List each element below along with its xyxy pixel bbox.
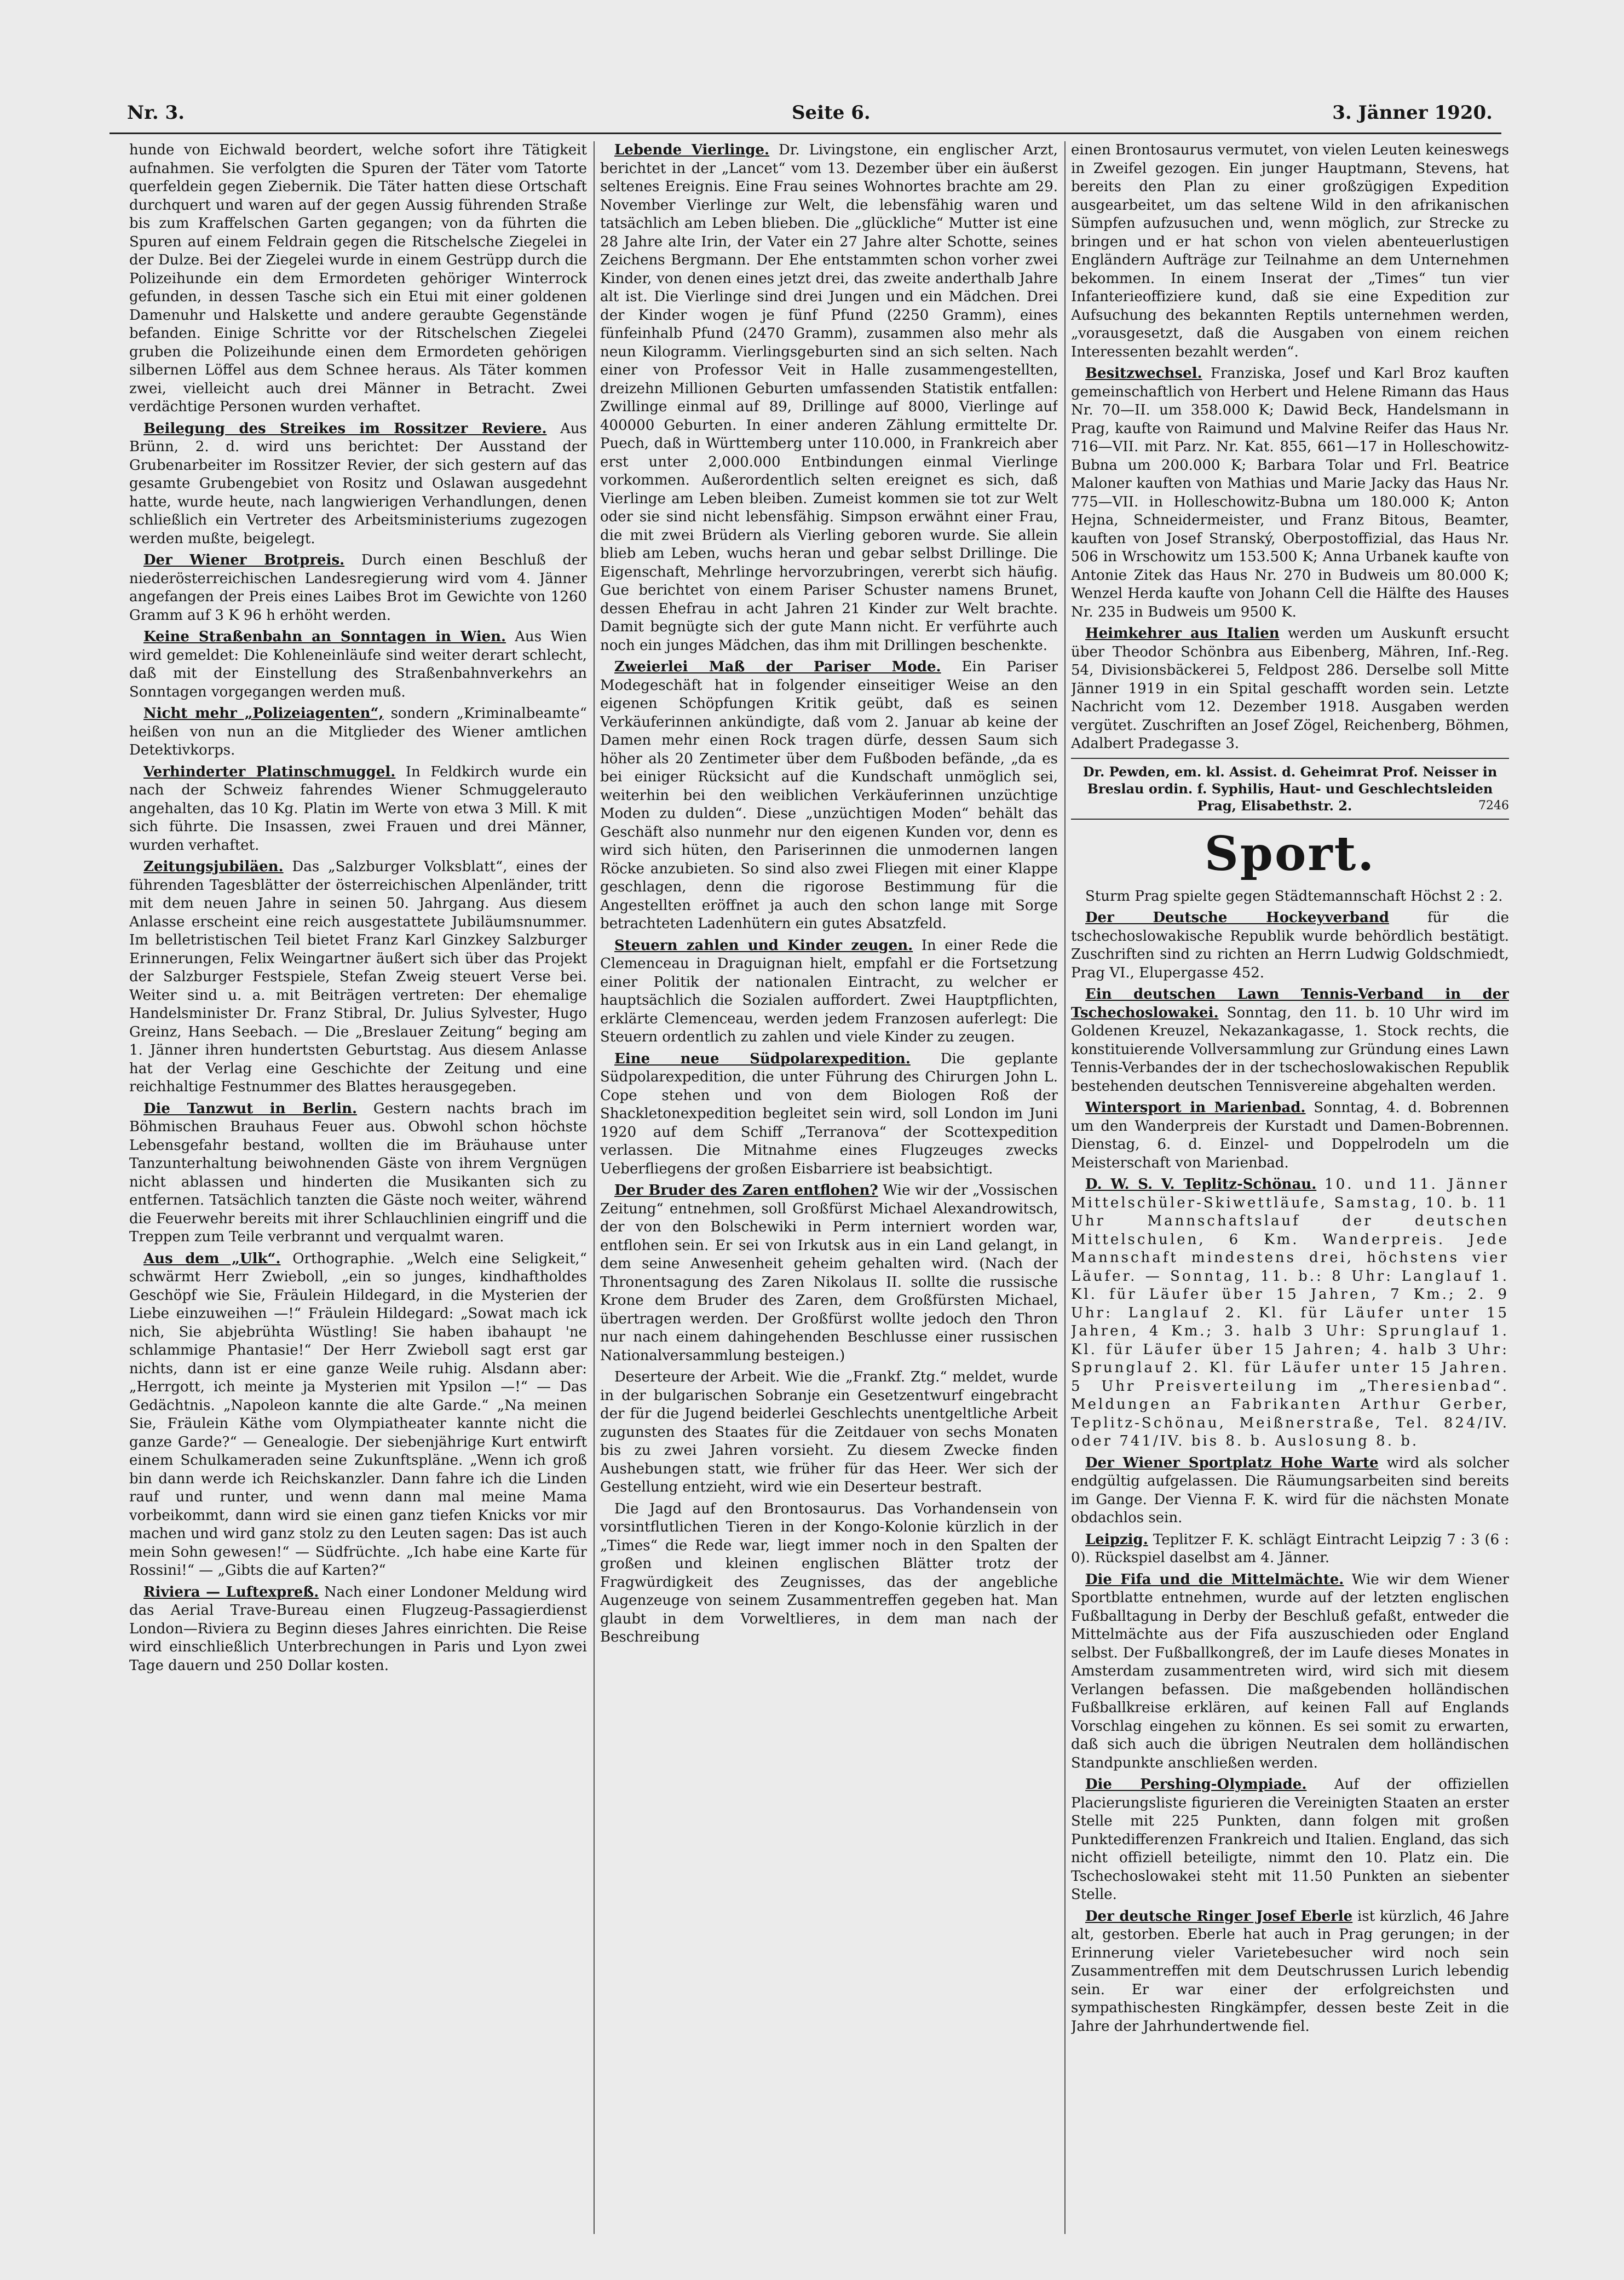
sport-leipzig bbox=[1071, 1531, 1509, 1568]
issue-number: Nr. 3. bbox=[127, 102, 185, 124]
sport-hockey bbox=[1071, 909, 1509, 982]
body-tennis: Sonntag, den 11. b. 10 Uhr wird im Goldenen Kreuzel, Nekazankagasse, 1. Stock rechts, die konstituierende Vollversammlung zur Gründung eines Lawn Tennis-Verbandes der in der tschechoslowakischen Republik bestehenden deutschen Tennisvereine abgehalten werden. bbox=[1071, 1004, 1509, 1095]
body-rossitz-strike: Aus Brünn, 2. d. wird uns berichtet: Der Ausstand der Grubenarbeiter im Rossitzer Revier, der sich gestern auf das gesamte Grubengebiet von Rositz und Oslawan ausgedehnt hatte, wurde heute, nach langwierigen Verhandlungen, denen schließlich ein Vertreter des Arbeitsministeriums zugezogen werden mußte, beigelegt. bbox=[129, 420, 587, 547]
article-quadruplets bbox=[600, 141, 1058, 655]
sport-tennis bbox=[1071, 986, 1509, 1096]
body-south-pole: Die geplante Südpolarexpedition, die unter Führung des Chirurgen John L. Cope stehen und von dem Biologen Roß der Shackletonexpedition begleitet sein wird, soll London im Juni 1920 auf dem Schiff „Terranova“ der Scottexpedition verlassen. Die Mitnahme eines Flugzeuges zwecks Ueberfliegens der großen Eisbarriere ist beabsichtigt. bbox=[600, 1050, 1058, 1177]
body-hohe-warte: wird als solcher endgültig aufgelassen. Die Räumungsarbeiten sind bereits im Gange. Der Vienna F. K. wird für die nächsten Monate obdachlos sein. bbox=[1071, 1454, 1509, 1526]
sport-marienbad bbox=[1071, 1099, 1509, 1172]
headline-tram-sunday: Keine Straßenbahn an Sonntagen in Wien. bbox=[143, 629, 506, 645]
body-marienbad: Sonntag, 4. d. Bobrennen um den Wanderpreis der Kurstadt und Damen-Bobrennen. Dienstag, 6. d. Einzel- und Doppelrodeln um die Meisterschaft von Marienbad. bbox=[1071, 1099, 1509, 1171]
body-tsar-brother: Wie wir der „Vossischen Zeitung“ entnehmen, soll Großfürst Michael Alexandrowitsch, der von den Bolschewiki in Perm interniert worden war, entflohen sein. Er sei von Irkutsk aus in ein Land gelangt, in dem seine Anwesenheit geheim gehalten wird. (Nach der Thronentsagung des Zaren Nikolaus II. sollte die russische Krone dem Bruder des Zaren, dem Großfürsten Michael, übertragen werden. Der Großfürst wollte jedoch den Thron nur nach einem dahingehenden Beschlusse einer russischen Nationalversammlung besteigen.) bbox=[600, 1182, 1058, 1364]
headline-fifa: Die Fifa und die Mittelmächte. bbox=[1085, 1571, 1344, 1588]
article-dance-mania bbox=[129, 1100, 587, 1247]
sport-hohe-warte bbox=[1071, 1454, 1509, 1528]
sport-pershing bbox=[1071, 1776, 1509, 1904]
body-hockey: für die tschechoslowakische Republik wurde behördlich bestätigt. Zuschriften sind zu richten an Herrn Ludwig Goldschmiedt, Prag VI., Elupergasse 452. bbox=[1071, 909, 1509, 981]
article-newspaper-jubilee bbox=[129, 858, 587, 1097]
article-bread-price bbox=[129, 551, 587, 625]
issue-date: 3. Jänner 1920. bbox=[1332, 102, 1493, 124]
body-riviera-express: Nach einer Londoner Meldung wird das Aerial Trave-Bureau einen Flugzeug-Passagierdienst London—Riviera zu Beginn dieses Jahres einrichten. Die Reise wird einschließlich Unterbrechungen in Paris und Lyon zwei Tage dauern und 250 Dollar kosten. bbox=[129, 1584, 587, 1674]
column-1 bbox=[129, 141, 587, 2256]
newspaper-page bbox=[96, 88, 1514, 2256]
headline-dance-mania: Die Tanzwut in Berlin. bbox=[143, 1100, 358, 1117]
headline-newspaper-jubilee: Zeitungsjubiläen. bbox=[143, 859, 284, 875]
body-newspaper-jubilee: Das „Salzburger Volksblatt“, eines der führenden Tagesblätter der österreichischen Alpenländer, tritt mit dem neuen Jahre in seinen 50. Jahrgang. Aus diesem Anlasse erscheint eine reich ausgestattete Jubiläumsnummer. Im belletristischen Teil bietet Franz Karl Ginzkey Salzburger Erinnerungen, Felix Weingartner äußert sich über das Projekt der Salzburger Festspiele, Stefan Zweig steuert Verse bei. Weiter sind u. a. mit Beiträgen vertreten: Der ehemalige Handelsminister Dr. Franz Stibral, Dr. Julius Sylvester, Hugo Greinz, Hans Seebach. — Die „Breslauer Zeitung“ beging am 1. Jänner ihren hundertsten Geburtstag. Aus diesem Anlasse hat der Verlag eine Geschichte der Zeitung und eine reichhaltige Festnummer des Blattes herausgegeben. bbox=[129, 859, 587, 1095]
headline-marienbad: Wintersport in Marienbad. bbox=[1085, 1099, 1306, 1116]
article-brontosaurus: Die Jagd auf den Brontosaurus. Das Vorhandensein von vorsintflutlichen Tieren in der Kongo-Kolonie kürzlich in der „Times“ die Rede war, liegt immer noch in den Spalten der großen und kleinen englischen Blätter trotz der Fragwürdigkeit des Zeugnisses, das der angebliche Augenzeuge von seinem Zusammentreffen gegeben hat. Man glaubt in dem Vorweltlieres, in dem man nach der Beschreibung bbox=[600, 1500, 1058, 1645]
article-riviera-express bbox=[129, 1584, 587, 1676]
sport-sturm-prag: Sturm Prag spielte gegen Städtemannschaft Höchst 2 : 2. bbox=[1085, 888, 1503, 905]
article-rossitz-strike bbox=[129, 420, 587, 549]
headline-police-agents: Nicht mehr „Polizeiagenten“, bbox=[143, 705, 384, 722]
headline-tennis: Ein deutschen Lawn Tennis-Verband in der Tschechoslowakei. bbox=[1071, 986, 1509, 1021]
headline-quadruplets: Lebende Vierlinge. bbox=[614, 142, 770, 158]
doctor-advert bbox=[1071, 763, 1509, 814]
headline-pershing: Die Pershing-Olympiade. bbox=[1085, 1776, 1307, 1793]
headline-tsar-brother: Der Bruder des Zaren entflohen? bbox=[614, 1182, 878, 1199]
article-tsar-brother bbox=[600, 1182, 1058, 1365]
headline-hohe-warte: Der Wiener Sportplatz Hohe Warte bbox=[1085, 1454, 1379, 1471]
body-ulk: Orthographie. „Welch eine Seligkeit,“ schwärmt Herr Zwieboll, „ein so junges, kindhaftholdes Geschöpf wie Sie, Fräulein Hildegard, in die Mysterien der Liebe einzuweihen —!“ Fräulein Hildegard: „Sowat mach ick nich, Sie abjebrühta Wüstling! Sie haben ibahaupt 'ne schlammige Phantasie!“ Der Herr Zwieboll sagt erst gar nichts, dann ist er eine ganze Weile ruhig. Alsdann aber: „Herrgott, ich meinte ja Mysterien mit Ypsilon —!“ — Das Gedächtnis. „Napoleon kannte die alte Garde.“ „Na meinen Sie, Fräulein Käthe vom Olympiatheater kannte nicht die ganze Garde?“ — Genealogie. Der siebenjährige Kurt entwirft einem Schulkameraden seine Zukunftspläne. „Wenn ich groß bin dann werde ich Reichskanzler. Dann fahre ich die Linden rauf und runter, und wenn dann mal meine Mama vorbeikommt, dann wird sie einen ganz tiefen Knicks vor mir machen und wird ganz stolz zu den Leuten sagen: Das ist auch mein Sohn gewesen!“ — Südfrüchte. „Ich habe eine Karte für Rossini!“ — „Gibts die auf Karten?“ bbox=[129, 1250, 587, 1579]
headline-rossitz-strike: Beilegung des Streikes im Rossitzer Reviere. bbox=[143, 420, 547, 437]
ad-rule-bottom bbox=[1071, 819, 1509, 820]
body-dance-mania: Gestern nachts brach im Böhmischen Brauhaus Feuer aus. Obwohl schon höchste Lebensgefahr bestand, wollten die im Bräuhause unter Tanzunterhaltung beiwohnenden Gäste von ihrem Vergnügen nicht ablassen und hinderten die Musikanten sich zu entfernen. Tatsächlich tanzten die Gäste noch weiter, während die Feuerwehr bereits mit ihrer Schlauchlinien eingriff und die Treppen zum Teile verbrannt und verqualmt waren. bbox=[129, 1100, 587, 1245]
page-number: Seite 6. bbox=[792, 102, 871, 124]
headline-taxes-children: Steuern zahlen und Kinder zeugen. bbox=[614, 937, 913, 954]
headline-south-pole: Eine neue Südpolarexpedition. bbox=[614, 1050, 911, 1067]
body-returnees-italy: werden um Auskunft ersucht über Theodor Schönbra aus Eibenberg, Mähren, Inf.-Reg. 54, Divisionsbäckerei 5, Feldpost 286. Derselbe soll Mitte Jänner 1919 in ein Spital geschafft worden sein. Letzte Nachricht vom 12. Dezember 1918. Ausgaben werden vergütet. Zuschriften an Josef Zögel, Reichenberg, Böhmen, Adalbert Pradegasse 3. bbox=[1071, 625, 1509, 752]
header-rule bbox=[110, 133, 1501, 134]
sport-eberle bbox=[1071, 1908, 1509, 2036]
article-paris-fashion bbox=[600, 658, 1058, 934]
body-pershing: Auf der offiziellen Placierungsliste figurieren die Vereinigten Staaten an erster Stelle mit 225 Punkten, dann folgen mit großen Punktedifferenzen Frankreich und Italien. England, das sich nicht offiziell beteiligte, nimmt den 10. Platz ein. Die Tschechoslowakei steht mit 11.50 Punkten an siebenter Stelle. bbox=[1071, 1776, 1509, 1903]
body-paris-fashion: Ein Pariser Modegeschäft hat in folgender einseitiger Weise an den eigenen Schöpfungen Kritik geübt, daß es seinen Verkäuferinnen ankündigte, daß vom 2. Januar ab keine der Damen mehr einen Rock tragen dürfe, dessen Saum sich höher als 20 Zentimeter über dem Fußboden befände, „da es bei einiger Rücksicht auf die Kundschaft unmöglich sei, weiterhin bei den weiblichen Verkäuferinnen unzüchtige Moden zu dulden“. Diese „unzüchtigen Moden“ behält das Geschäft also nunmehr nur den eigenen Kunden vor, denn es wird sich hüten, den Pariserinnen die unmodernen langen Röcke anzubieten. So sind also zwei Fliegen mit einer Klappe geschlagen, denn die rigorose Bestimmung für die Angestellten eröffnet ja auch den schon lange mit Sorge betrachteten Ladenhütern ein gutes Absatzfeld. bbox=[600, 659, 1058, 932]
article-south-pole bbox=[600, 1050, 1058, 1179]
body-fifa: Wie wir dem Wiener Sportblatte entnehmen, wurde auf der letzten englischen Fußballtagung in Derby der Beschluß gefaßt, entweder die Mittelmächte aus der Fifa auszuschieden oder England selbst. Der Fußballkongreß, der im Laufe dieses Monates in Amsterdam zusammentreten wird, wird sich mit diesem Verlangen befassen. Die maßgebenden holländischen Fußballkreise erklären, auf keinen Fall auf Englands Vorschlag eingehen zu können. Es sei somit zu erwarten, daß sich auch die übrigen Neutralen dem holländischen Standpunkte anschließen werden. bbox=[1071, 1571, 1509, 1771]
headline-paris-fashion: Zweierlei Maß der Pariser Mode. bbox=[614, 659, 941, 675]
article-tram-sunday bbox=[129, 628, 587, 701]
article-police-agents bbox=[129, 705, 587, 760]
headline-platinum-smuggling: Verhinderter Platinschmuggel. bbox=[143, 763, 396, 780]
article-property-transfers bbox=[1071, 365, 1509, 621]
headline-teplitz-ski: D. W. S. V. Teplitz-Schönau. bbox=[1085, 1176, 1317, 1193]
article-returnees-italy bbox=[1071, 625, 1509, 753]
headline-bread-price: Der Wiener Brotpreis. bbox=[143, 552, 345, 568]
sport-teplitz-ski bbox=[1071, 1176, 1509, 1451]
body-eberle: ist kürzlich, 46 Jahre alt, gestorben. Eberle hat auch in Prag gerungen; in der Erinnerung vieler Varietebesucher wird noch sein Zusammentreffen mit dem Deutschrussen Lurich lebendig sein. Er war einer der erfolgreichsten und sympathischesten Ringkämpfer, dessen beste Zeit in die Jahre der Jahrhundertwende fiel. bbox=[1071, 1908, 1509, 2035]
column-divider-1 bbox=[594, 141, 595, 2234]
article-brontosaurus-cont: einen Brontosaurus vermutet, von vielen Leuten keineswegs in Zweifel gezogen. Ein junger Hauptmann, Stevens, hat bereits den Plan zu einer großzügigen Expedition ausgearbeitet, um das seltene Wild in den afrikanischen Sümpfen aufzusuchen und, wenn möglich, zur Strecke zu bringen und er hat schon von vielen abenteuerlustigen Engländern Aufträge zur Teilnahme an dem Unternehmen bekommen. In einem Inserat der „Times“ tun vier Infanterieoffiziere kund, daß sie eine Expedition zur Aufsuchung des bekannten Reptils unternehmen werden, „vorausgesetzt, daß die Ausgaben von einem reichen Interessenten bezahlt werden“. bbox=[1071, 142, 1509, 360]
article-labour-deserters: Deserteure der Arbeit. Wie die „Frankf. Ztg.“ meldet, wurde in der bulgarischen Sobranje ein Gesetzentwurf eingebracht der für die Jugend beiderlei Geschlechts unentgeltliche Arbeit zugunsten des Staates für die Zeitdauer von sechs Monaten bis zu zwei Jahren vorsieht. Zu diesem Zwecke finden Aushebungen statt, wie früher für das Heer. Wer sich der Gestellung entzieht, wird wie ein Deserteur bestraft. bbox=[600, 1369, 1058, 1495]
body-bread-price: Durch einen Beschluß der niederösterreichischen Landesregierung wird vom 4. Jänner angefangen der Preis eines Laibes Brot im Gewichte von 1260 Gramm auf 3 K 96 h erhöht werden. bbox=[129, 552, 587, 624]
body-teplitz-ski: 10. und 11. Jänner Mittelschüler-Skiwettläufe, Samstag, 10. b. 11 Uhr Mannschaftslauf der deutschen Mittelschulen, 6 Km. Wanderpreis. Jede Mannschaft mindestens drei, höchstens vier Läufer. — Sonntag, 11. b.: 8 Uhr: Langlauf 1. Kl. für Läufer über 15 Jahren, 7 Km.; 2. 9 Uhr: Langlauf 2. Kl. für Läufer unter 15 Jahren, 4 Km.; 3. halb 3 Uhr: Sprunglauf 1. Kl. für Läufer über 15 Jahren; 4. halb 3 Uhr: Sprunglauf 2. Kl. für Läufer unter 15 Jahren. 5 Uhr Preisverteilung im „Theresienbad“. Meldungen an Fabrikanten Arthur Gerber, Teplitz-Schönau, Meißnerstraße, Tel. 824/IV. oder 741/IV. bis 8. b. Auslosung 8. b. bbox=[1071, 1176, 1509, 1449]
headline-riviera-express: Riviera — Luftexpreß. bbox=[143, 1584, 319, 1600]
headline-ulk: Aus dem „Ulk“. bbox=[143, 1250, 281, 1267]
article-ulk bbox=[129, 1250, 587, 1580]
headline-eberle: Der deutsche Ringer Josef Eberle bbox=[1085, 1908, 1353, 1925]
sport-fifa bbox=[1071, 1571, 1509, 1773]
body-taxes-children: In einer Rede die Clemenceau in Draguignan hielt, empfahl er die Fortsetzung einer Politik der nationalen Eintracht, zu welcher er hauptsächlich die Sozialen auffordert. Zwei Hauptpflichten, erklärte Clemenceau, werden jedem Franzosen auferlegt: Die Steuern ordentlich zu zahlen und viele Kinder zu zeugen. bbox=[600, 937, 1058, 1045]
article-continued: hunde von Eichwald beordert, welche sofort ihre Tätigkeit aufnahmen. Sie verfolgten die Spuren der Täter vom Tatorte querfeldein gegen Ziebernik. Die Täter hatten diese Ortschaft durchquert und waren auf der gegen Aussig führenden Straße bis zum Kraffelschen Garten gegangen; von da führten die Spuren auf einem Feldrain gegen die Ritschelsche Ziegelei in der Dulze. Bei der Ziegelei wurde in einem Gestrüpp durch die Polizeihunde ein dem Ermordeten gehöriger Winterrock gefunden, in dessen Tasche sich ein Etui mit einer goldenen Damenuhr und Halskette und andere geraubte Gegenstände befanden. Einige Schritte vor der Ritschelschen Ziegelei gruben die Polizeihunde einen dem Ermordeten gehörigen silbernen Löffel aus dem Schnee heraus. Als Täter kommen zwei, vielleicht auch drei Männer in Betracht. Zwei verdächtige Personen wurden verhaftet. bbox=[129, 142, 587, 415]
column-3 bbox=[1071, 141, 1509, 2256]
body-property-transfers: Franziska, Josef und Karl Broz kauften gemeinschaftlich von Herbert und Helene Rimann das Haus Nr. 70—II. um 358.000 K; Dawid Beck, Handelsmann in Prag, kaufte von Raimund und Malvine Reifer das Haus Nr. 716—VII. mit Parz. Nr. Kat. 855, 661—17 in Holleschowitz-Bubna um 200.000 K; Barbara Tolar und Frl. Beatrice Maloner kauften von Mathias und Marie Jacky das Haus Nr. 775—VII. in Holleschowitz-Bubna um 180.000 K; Anton Hejna, Schneidermeister, und Franz Bitous, Beamter, kauften von Josef Stranský, Oberpostoffizial, das Haus Nr. 506 in Wrschowitz um 153.500 K; Anna Urbanek kaufte von Antonie Zitek das Haus Nr. 270 in Budweis um 80.000 K; Wenzel Herda kaufte von Johann Cell die Hälfte des Hauses Nr. 235 in Budweis um 9500 K. bbox=[1071, 365, 1509, 620]
headline-returnees-italy: Heimkehrer aus Italien bbox=[1085, 625, 1280, 642]
body-leipzig: Teplitzer F. K. schlägt Eintracht Leipzig 7 : 3 (6 : 0). Rückspiel daselbst am 4. Jänner. bbox=[1071, 1531, 1509, 1566]
article-platinum-smuggling bbox=[129, 763, 587, 855]
article-taxes-children bbox=[600, 937, 1058, 1047]
sport-section-title: Sport. bbox=[1204, 826, 1376, 882]
column-divider-2 bbox=[1064, 141, 1066, 2234]
advert-number: 7246 bbox=[1478, 798, 1509, 813]
ad-rule-top bbox=[1071, 758, 1509, 759]
body-platinum-smuggling: In Feldkirch wurde ein nach der Schweiz fahrendes Wiener Schmuggelerauto angehalten, das 10 Kg. Platin im Werte von etwa 3 Mill. K mit sich führte. Die Insassen, zwei Frauen und drei Männer, wurden verhaftet. bbox=[129, 763, 587, 854]
headline-property-transfers: Besitzwechsel. bbox=[1085, 365, 1202, 382]
column-2 bbox=[600, 141, 1058, 2256]
headline-hockey: Der Deutsche Hockeyverband bbox=[1085, 909, 1389, 926]
headline-leipzig: Leipzig. bbox=[1085, 1531, 1148, 1548]
body-police-agents: sondern „Kriminalbeamte“ heißen von nun an die Mitglieder des Wiener amtlichen Detektivkorps. bbox=[129, 705, 587, 758]
body-tram-sunday: Aus Wien wird gemeldet: Die Kohleneinläufe sind weiter derart schlecht, daß mit der Einstellung des Straßenbahnverkehrs an Sonntagen vorgegangen werden muß. bbox=[129, 629, 587, 700]
doctor-advert-text: Dr. Pewden, em. kl. Assist. d. Geheimrat Prof. Neisser in Breslau ordin. f. Syphilis, Haut- und Geschlechtsleiden Prag, Elisabethstr. 2. bbox=[1082, 763, 1498, 814]
body-quadruplets: Dr. Livingstone, ein englischer Arzt, berichtet in der „Lancet“ vom 13. Dezember über ein äußerst seltenes Ereignis. Eine Frau seines Wohnortes brachte am 29. November Vierlinge zur Welt, die lebensfähig waren und tatsächlich am Leben blieben. Die „glückliche“ Mutter ist eine 28 Jahre alte Irin, der Vater ein 27 Jahre alter Schotte, seines Zeichens Bergmann. Der Ehe entstammten schon vorher zwei Kinder, von denen eines jetzt drei, das zweite anderthalb Jahre alt ist. Die Vierlinge sind drei Jungen und ein Mädchen. Drei der Kinder wogen je fünf Pfund (2250 Gramm), eines fünfeinhalb Pfund (2470 Gramm), zusammen also mehr als neun Kilogramm. Vierlingsgeburten sind an sich selten. Nach einer von Professor Veit in Halle zusammengestellten, dreizehn Millionen Geburten umfassenden Statistik entfallen: Zwillinge einmal auf 89, Drillinge auf 8000, Vierlinge auf 400000 Geburten. In einer anderen Zählung ermittelte Dr. Puech, daß in Württemberg unter 110.000, in Frankreich aber erst unter 2,000.000 Entbindungen einmal Vierlinge vorkommen. Außerordentlich selten ereignet es sich, daß Vierlinge am Leben bleiben. Zumeist kommen sie tot zur Welt oder sie sind nicht lebensfähig. Simpson erwähnt einer Frau, die mit zwei Brüdern als Vierling geboren wurde. Sie allein blieb am Leben, wuchs heran und gebar selbst Drillinge. Die Eigenschaft, Mehrlinge hervorzubringen, vererbt sich häufig. Gue berichtet von einem Pariser Schuster namens Brunet, dessen Ehefrau in acht Jahren 21 Kinder zur Welt brachte. Damit begnügte sich der gute Mann nicht. Er verführte auch noch ein junges Mädchen, das ihm mit Drillingen beschenkte. bbox=[600, 142, 1058, 654]
page-header bbox=[96, 102, 1514, 135]
